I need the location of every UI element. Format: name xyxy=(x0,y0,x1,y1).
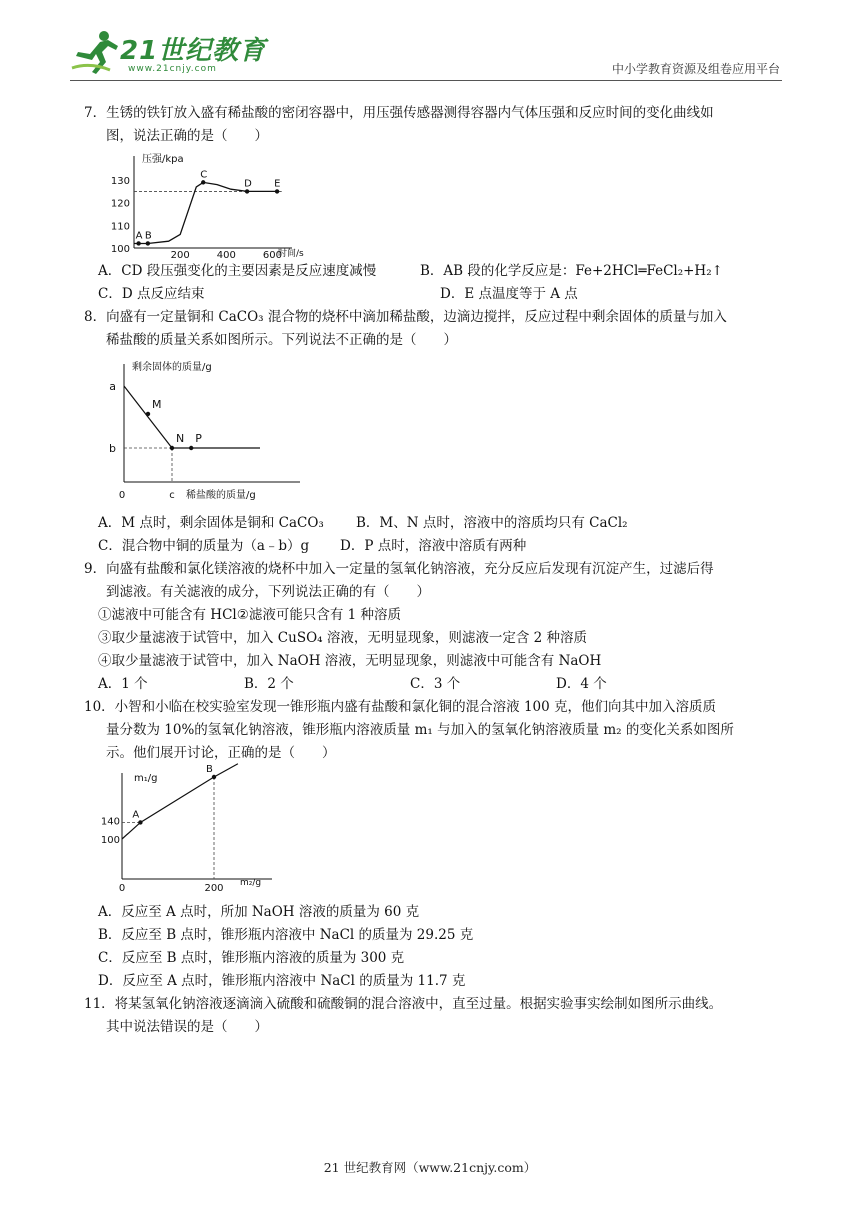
point-c xyxy=(201,180,205,184)
question-7-stem-line2: 图，说法正确的是（ ） xyxy=(106,128,268,144)
option-b[interactable]: B．反应至 B 点时，锥形瓶内溶液中 NaCl 的质量为 29.25 克 xyxy=(98,927,474,943)
option-c[interactable]: C．混合物中铜的质量为（a﹣b）g xyxy=(98,538,310,554)
page-footer: 21 世纪教育网（www.21cnjy.com） xyxy=(323,1160,537,1175)
point-label-d: D xyxy=(244,178,252,190)
point-b xyxy=(212,775,216,779)
question-7-stem-line1: 7．生锈的铁钉放入盛有稀盐酸的密闭容器中，用压强传感器测得容器内气体压强和反应时间的变化曲线如 xyxy=(84,105,714,121)
point-n xyxy=(170,446,174,450)
y-axis-label: 剩余固体的质量/g xyxy=(132,362,212,373)
question-8-stem-line1: 8．向盛有一定量铜和 CaCO₃ 混合物的烧杯中滴加稀盐酸，边滴边搅拌，反应过程中剩余固体的质量与加入 xyxy=(84,309,727,325)
question-9-options xyxy=(84,673,784,696)
question-10-stem-line3: 示。他们展开讨论，正确的是（ ） xyxy=(106,745,336,761)
statement-1-2: ①滤液中可能含有 HCl②滤液可能只含有 1 种溶质 xyxy=(98,607,401,623)
question-11 xyxy=(84,993,784,1039)
mass-curve xyxy=(124,386,260,448)
y-axis-label: m₁/g xyxy=(134,773,158,784)
question-8-options-row2 xyxy=(84,535,784,558)
x-tick-label: 600 xyxy=(262,250,283,261)
option-a[interactable]: A．1 个 xyxy=(98,676,148,692)
question-10 xyxy=(84,696,784,993)
logo-text: 21世纪教育 xyxy=(120,36,267,66)
x-tick-label: 400 xyxy=(216,250,236,261)
point-b xyxy=(146,241,150,245)
option-a[interactable]: A．反应至 A 点时，所加 NaOH 溶液的质量为 60 克 xyxy=(98,904,420,920)
site-logo xyxy=(70,28,270,76)
question-8 xyxy=(84,306,784,558)
x-axis-label: m₂/g xyxy=(240,878,262,888)
x-axis-label: 时间/s xyxy=(278,249,304,259)
question-7 xyxy=(84,102,784,306)
x-axis-label: 稀盐酸的质量/g xyxy=(186,490,256,501)
x-tick-label: c xyxy=(169,490,175,501)
y-tick-label: 130 xyxy=(110,176,130,188)
pressure-time-chart xyxy=(98,152,304,261)
question-10-stem-line1: 10．小智和小临在校实验室发现一锥形瓶内盛有盐酸和氯化铜的混合溶液 100 克，他们向其中加入溶质质 xyxy=(84,699,717,715)
point-label-b: B xyxy=(206,764,213,775)
question-11-stem-line1: 11．将某氢氧化钠溶液逐滴滴入硫酸和硫酸铜的混合溶液中，直至过量。根据实验事实绘制如图所示曲线。 xyxy=(84,996,723,1012)
y-tick-label: a xyxy=(109,380,116,393)
question-7-options-row1 xyxy=(84,260,784,283)
x-tick-label: 0 xyxy=(118,883,126,894)
header-platform-text: 中小学教育资源及组卷应用平台 xyxy=(611,62,780,76)
question-7-options-row2 xyxy=(84,283,784,306)
y-axis-label: 压强/kpa xyxy=(142,154,184,165)
point-label-a: A xyxy=(132,809,140,821)
point-label-c: C xyxy=(200,169,208,181)
question-9-stem-line1: 9．向盛有盐酸和氯化镁溶液的烧杯中加入一定量的氢氧化钠溶液，充分反应后发现有沉淀产生，过滤后得 xyxy=(84,561,714,577)
point-a xyxy=(138,820,142,824)
option-d[interactable]: D．4 个 xyxy=(556,676,607,692)
x-tick-label: 200 xyxy=(204,883,224,894)
header-divider xyxy=(70,80,782,81)
x-tick-label: 200 xyxy=(170,250,190,261)
point-label-n: N xyxy=(176,432,185,445)
logo-subtext: www.21cnjy.com xyxy=(128,64,217,74)
m1-m2-chart xyxy=(98,764,298,897)
y-tick-label: 140 xyxy=(100,816,120,828)
point-label-b: B xyxy=(144,230,152,242)
y-tick-label: 110 xyxy=(110,221,130,233)
page-header xyxy=(70,28,780,80)
x-tick-label: 0 xyxy=(118,490,126,501)
question-11-stem-line2: 其中说法错误的是（ ） xyxy=(106,1019,268,1035)
point-label-p: P xyxy=(195,432,202,445)
point-label-a: A xyxy=(135,230,143,242)
option-d[interactable]: D．E 点温度等于 A 点 xyxy=(440,286,578,302)
option-c[interactable]: C．D 点反应结束 xyxy=(98,286,205,302)
option-d[interactable]: D．反应至 A 点时，锥形瓶内溶液中 NaCl 的质量为 11.7 克 xyxy=(98,973,466,989)
point-label-e: E xyxy=(274,178,281,190)
option-b[interactable]: B．AB 段的化学反应是：Fe+2HCl═FeCl₂+H₂↑ xyxy=(420,263,723,279)
option-b[interactable]: B．M、N 点时，溶液中的溶质均只有 CaCl₂ xyxy=(356,515,628,531)
point-a xyxy=(136,241,140,245)
y-tick-label: b xyxy=(109,442,116,455)
point-p xyxy=(189,446,193,450)
y-tick-label: 100 xyxy=(100,835,120,846)
option-c[interactable]: C．3 个 xyxy=(410,676,461,692)
point-e xyxy=(275,189,279,193)
question-content xyxy=(84,102,784,1039)
point-label-m: M xyxy=(152,397,162,411)
question-8-stem-line2: 稀盐酸的质量关系如图所示。下列说法不正确的是（ ） xyxy=(106,332,457,348)
y-tick-label: 100 xyxy=(110,244,130,255)
runner-logo-icon xyxy=(70,28,120,76)
statement-3: ③取少量滤液于试管中，加入 CuSO₄ 溶液，无明显现象，则滤液一定含 2 种溶质 xyxy=(98,630,588,646)
point-m xyxy=(146,412,150,416)
question-10-stem-line2: 量分数为 10%的氢氧化钠溶液，锥形瓶内溶液质量 m₁ 与加入的氢氧化钠溶液质量 m₂ 的变化关系如图所 xyxy=(106,722,734,738)
option-a[interactable]: A．M 点时，剩余固体是铜和 CaCO₃ xyxy=(98,515,324,531)
option-d[interactable]: D．P 点时，溶液中溶质有两种 xyxy=(340,538,527,554)
question-9 xyxy=(84,558,784,696)
solid-mass-chart xyxy=(98,360,328,508)
option-a[interactable]: A．CD 段压强变化的主要因素是反应速度减慢 xyxy=(98,263,377,279)
point-d xyxy=(245,189,249,193)
statement-4: ④取少量滤液于试管中，加入 NaOH 溶液，无明显现象，则滤液中可能含有 NaOH xyxy=(98,653,602,669)
question-9-stem-line2: 到滤液。有关滤液的成分，下列说法正确的有（ ） xyxy=(106,584,430,600)
option-c[interactable]: C．反应至 B 点时，锥形瓶内溶液的质量为 300 克 xyxy=(98,950,405,966)
question-8-options-row1 xyxy=(84,512,784,535)
option-b[interactable]: B．2 个 xyxy=(244,676,294,692)
y-tick-label: 120 xyxy=(110,198,130,210)
